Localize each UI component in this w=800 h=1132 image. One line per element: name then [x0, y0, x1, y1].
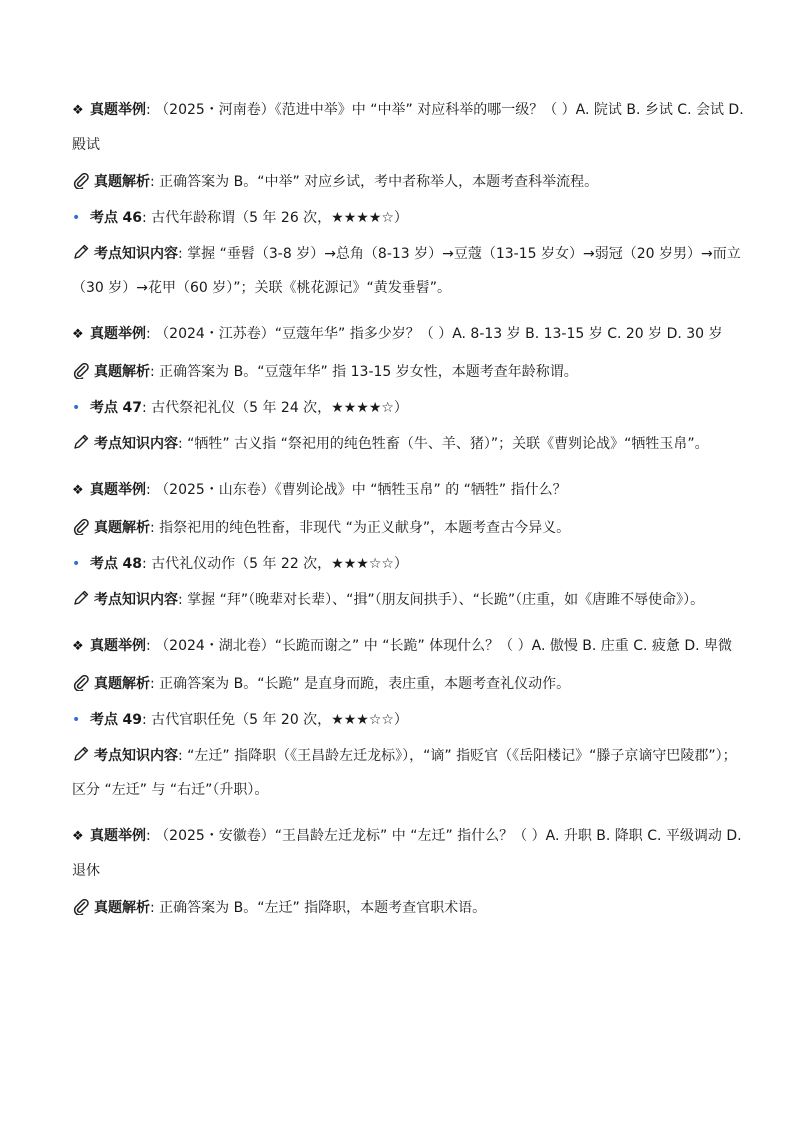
- colon: :: [141, 400, 147, 416]
- point-label: 考点: [90, 712, 118, 728]
- knowledge-text: “左迁” 指降职（《王昌龄左迁龙标》），“谪” 指贬官（《岳阳楼记》“滕子京谪守巴陵郡”）；区分 “左迁” 与 “右迁”（升职）。: [72, 748, 737, 798]
- pencil-icon: [72, 745, 94, 763]
- exam-analysis: [72, 355, 744, 389]
- exam-analysis: [72, 165, 744, 199]
- exam-analysis-text: 正确答案为 B。“中举” 对应乡试，考中者称举人，本题考查科举流程。: [154, 174, 599, 190]
- paperclip-icon: [72, 897, 94, 915]
- exam-example-label: 真题举例: [90, 828, 146, 844]
- paperclip-icon: [72, 361, 94, 379]
- pencil-icon: [72, 589, 94, 607]
- exam-point: [72, 703, 744, 737]
- exam-example-label: 真题举例: [90, 326, 146, 342]
- colon: :: [146, 638, 151, 654]
- point-text: 古代礼仪动作（5 年 22 次，★★★☆☆）: [146, 556, 408, 572]
- exam-example-label: 真题举例: [90, 102, 146, 118]
- exam-example: [72, 819, 744, 888]
- exam-example-text: （2025・河南卷）《范进中举》中 “中举” 对应科举的哪一级？（ ）A. 院试 B. 乡试 C. 会试 D. 殿试: [72, 102, 744, 153]
- point-number: 49: [122, 712, 142, 728]
- exam-example-text: （2024・江苏卷）“豆蔻年华” 指多少岁？（ ）A. 8-13 岁 B. 13-15 岁 C. 20 岁 D. 30 岁: [150, 326, 723, 342]
- colon: :: [150, 520, 155, 536]
- exam-analysis-text: 指祭祀用的纯色牲畜，非现代 “为正义献身”，本题考查古今异义。: [154, 520, 571, 536]
- point-label: 考点: [90, 210, 118, 226]
- diamond-bullet-icon: ❖: [72, 483, 84, 498]
- colon: :: [141, 556, 147, 572]
- pencil-icon: [72, 433, 94, 451]
- bullet-icon: •: [72, 400, 81, 416]
- diamond-bullet-icon: ❖: [72, 103, 84, 118]
- colon: :: [150, 364, 155, 380]
- knowledge-label: 考点知识内容: [94, 592, 178, 608]
- colon: :: [146, 482, 151, 498]
- knowledge-label: 考点知识内容: [94, 748, 178, 764]
- diamond-bullet-icon: ❖: [72, 829, 84, 844]
- colon: :: [178, 748, 183, 764]
- colon: :: [178, 436, 183, 452]
- exam-example: [72, 629, 744, 664]
- colon: :: [141, 712, 147, 728]
- exam-analysis-text: 正确答案为 B。“左迁” 指降职，本题考查官职术语。: [154, 900, 487, 916]
- colon: :: [146, 828, 151, 844]
- knowledge-content: [72, 427, 744, 461]
- colon: :: [146, 326, 151, 342]
- diamond-bullet-icon: ❖: [72, 327, 84, 342]
- document-page: [72, 93, 744, 925]
- exam-point: [72, 547, 744, 581]
- exam-analysis-text: 正确答案为 B。“长跪” 是直身而跪，表庄重，本题考查礼仪动作。: [154, 676, 571, 692]
- exam-example-text: （2025・安徽卷）“王昌龄左迁龙标” 中 “左迁” 指什么？（ ）A. 升职 B. 降职 C. 平级调动 D. 退休: [72, 828, 742, 879]
- point-number: 46: [122, 210, 142, 226]
- exam-example-text: （2024・湖北卷）“长跪而谢之” 中 “长跪” 体现什么？（ ）A. 傲慢 B. 庄重 C. 疲惫 D. 卑微: [150, 638, 733, 654]
- exam-analysis-label: 真题解析: [94, 676, 150, 692]
- knowledge-text: “牺牲” 古义指 “祭祀用的纯色牲畜（牛、羊、猪）”；关联《曹刿论战》“牺牲玉帛”。: [182, 436, 709, 452]
- knowledge-content: [72, 739, 744, 807]
- colon: :: [146, 102, 151, 118]
- exam-analysis-label: 真题解析: [94, 900, 150, 916]
- colon: :: [141, 210, 147, 226]
- exam-example: [72, 473, 744, 508]
- exam-point: [72, 201, 744, 235]
- knowledge-label: 考点知识内容: [94, 246, 178, 262]
- paperclip-icon: [72, 171, 94, 189]
- exam-analysis-text: 正确答案为 B。“豆蔻年华” 指 13-15 岁女性，本题考查年龄称谓。: [154, 364, 578, 380]
- exam-analysis: [72, 511, 744, 545]
- exam-analysis-label: 真题解析: [94, 520, 150, 536]
- colon: :: [178, 246, 183, 262]
- exam-example-text: （2025・山东卷）《曹刿论战》中 “牺牲玉帛” 的 “牺牲” 指什么？: [150, 482, 567, 498]
- point-label: 考点: [90, 400, 118, 416]
- paperclip-icon: [72, 517, 94, 535]
- point-text: 古代祭祀礼仪（5 年 24 次，★★★★☆）: [146, 400, 408, 416]
- bullet-icon: •: [72, 556, 81, 572]
- colon: :: [150, 900, 155, 916]
- knowledge-text: 掌握 “垂髫（3-8 岁）→总角（8-13 岁）→豆蔻（13-15 岁女）→弱冠（20 岁男）→而立（30 岁）→花甲（60 岁）”；关联《桃花源记》“黄发垂髫”。: [72, 246, 741, 296]
- exam-analysis-label: 真题解析: [94, 174, 150, 190]
- bullet-icon: •: [72, 712, 81, 728]
- colon: :: [150, 174, 155, 190]
- exam-example: [72, 93, 744, 162]
- bullet-icon: •: [72, 210, 81, 226]
- knowledge-content: [72, 237, 744, 305]
- exam-analysis: [72, 667, 744, 701]
- colon: :: [150, 676, 155, 692]
- point-text: 古代年龄称谓（5 年 26 次，★★★★☆）: [146, 210, 408, 226]
- knowledge-content: [72, 583, 744, 617]
- colon: :: [178, 592, 183, 608]
- knowledge-text: 掌握 “拜”（晚辈对长辈）、“揖”（朋友间拱手）、“长跪”（庄重，如《唐雎不辱使命》）。: [182, 592, 705, 608]
- knowledge-label: 考点知识内容: [94, 436, 178, 452]
- point-number: 48: [122, 556, 142, 572]
- exam-example-label: 真题举例: [90, 482, 146, 498]
- point-label: 考点: [90, 556, 118, 572]
- paperclip-icon: [72, 673, 94, 691]
- exam-example: [72, 317, 744, 352]
- diamond-bullet-icon: ❖: [72, 639, 84, 654]
- pencil-icon: [72, 243, 94, 261]
- exam-analysis: [72, 891, 744, 925]
- exam-analysis-label: 真题解析: [94, 364, 150, 380]
- exam-point: [72, 391, 744, 425]
- point-number: 47: [122, 400, 142, 416]
- exam-example-label: 真题举例: [90, 638, 146, 654]
- point-text: 古代官职任免（5 年 20 次，★★★☆☆）: [146, 712, 408, 728]
